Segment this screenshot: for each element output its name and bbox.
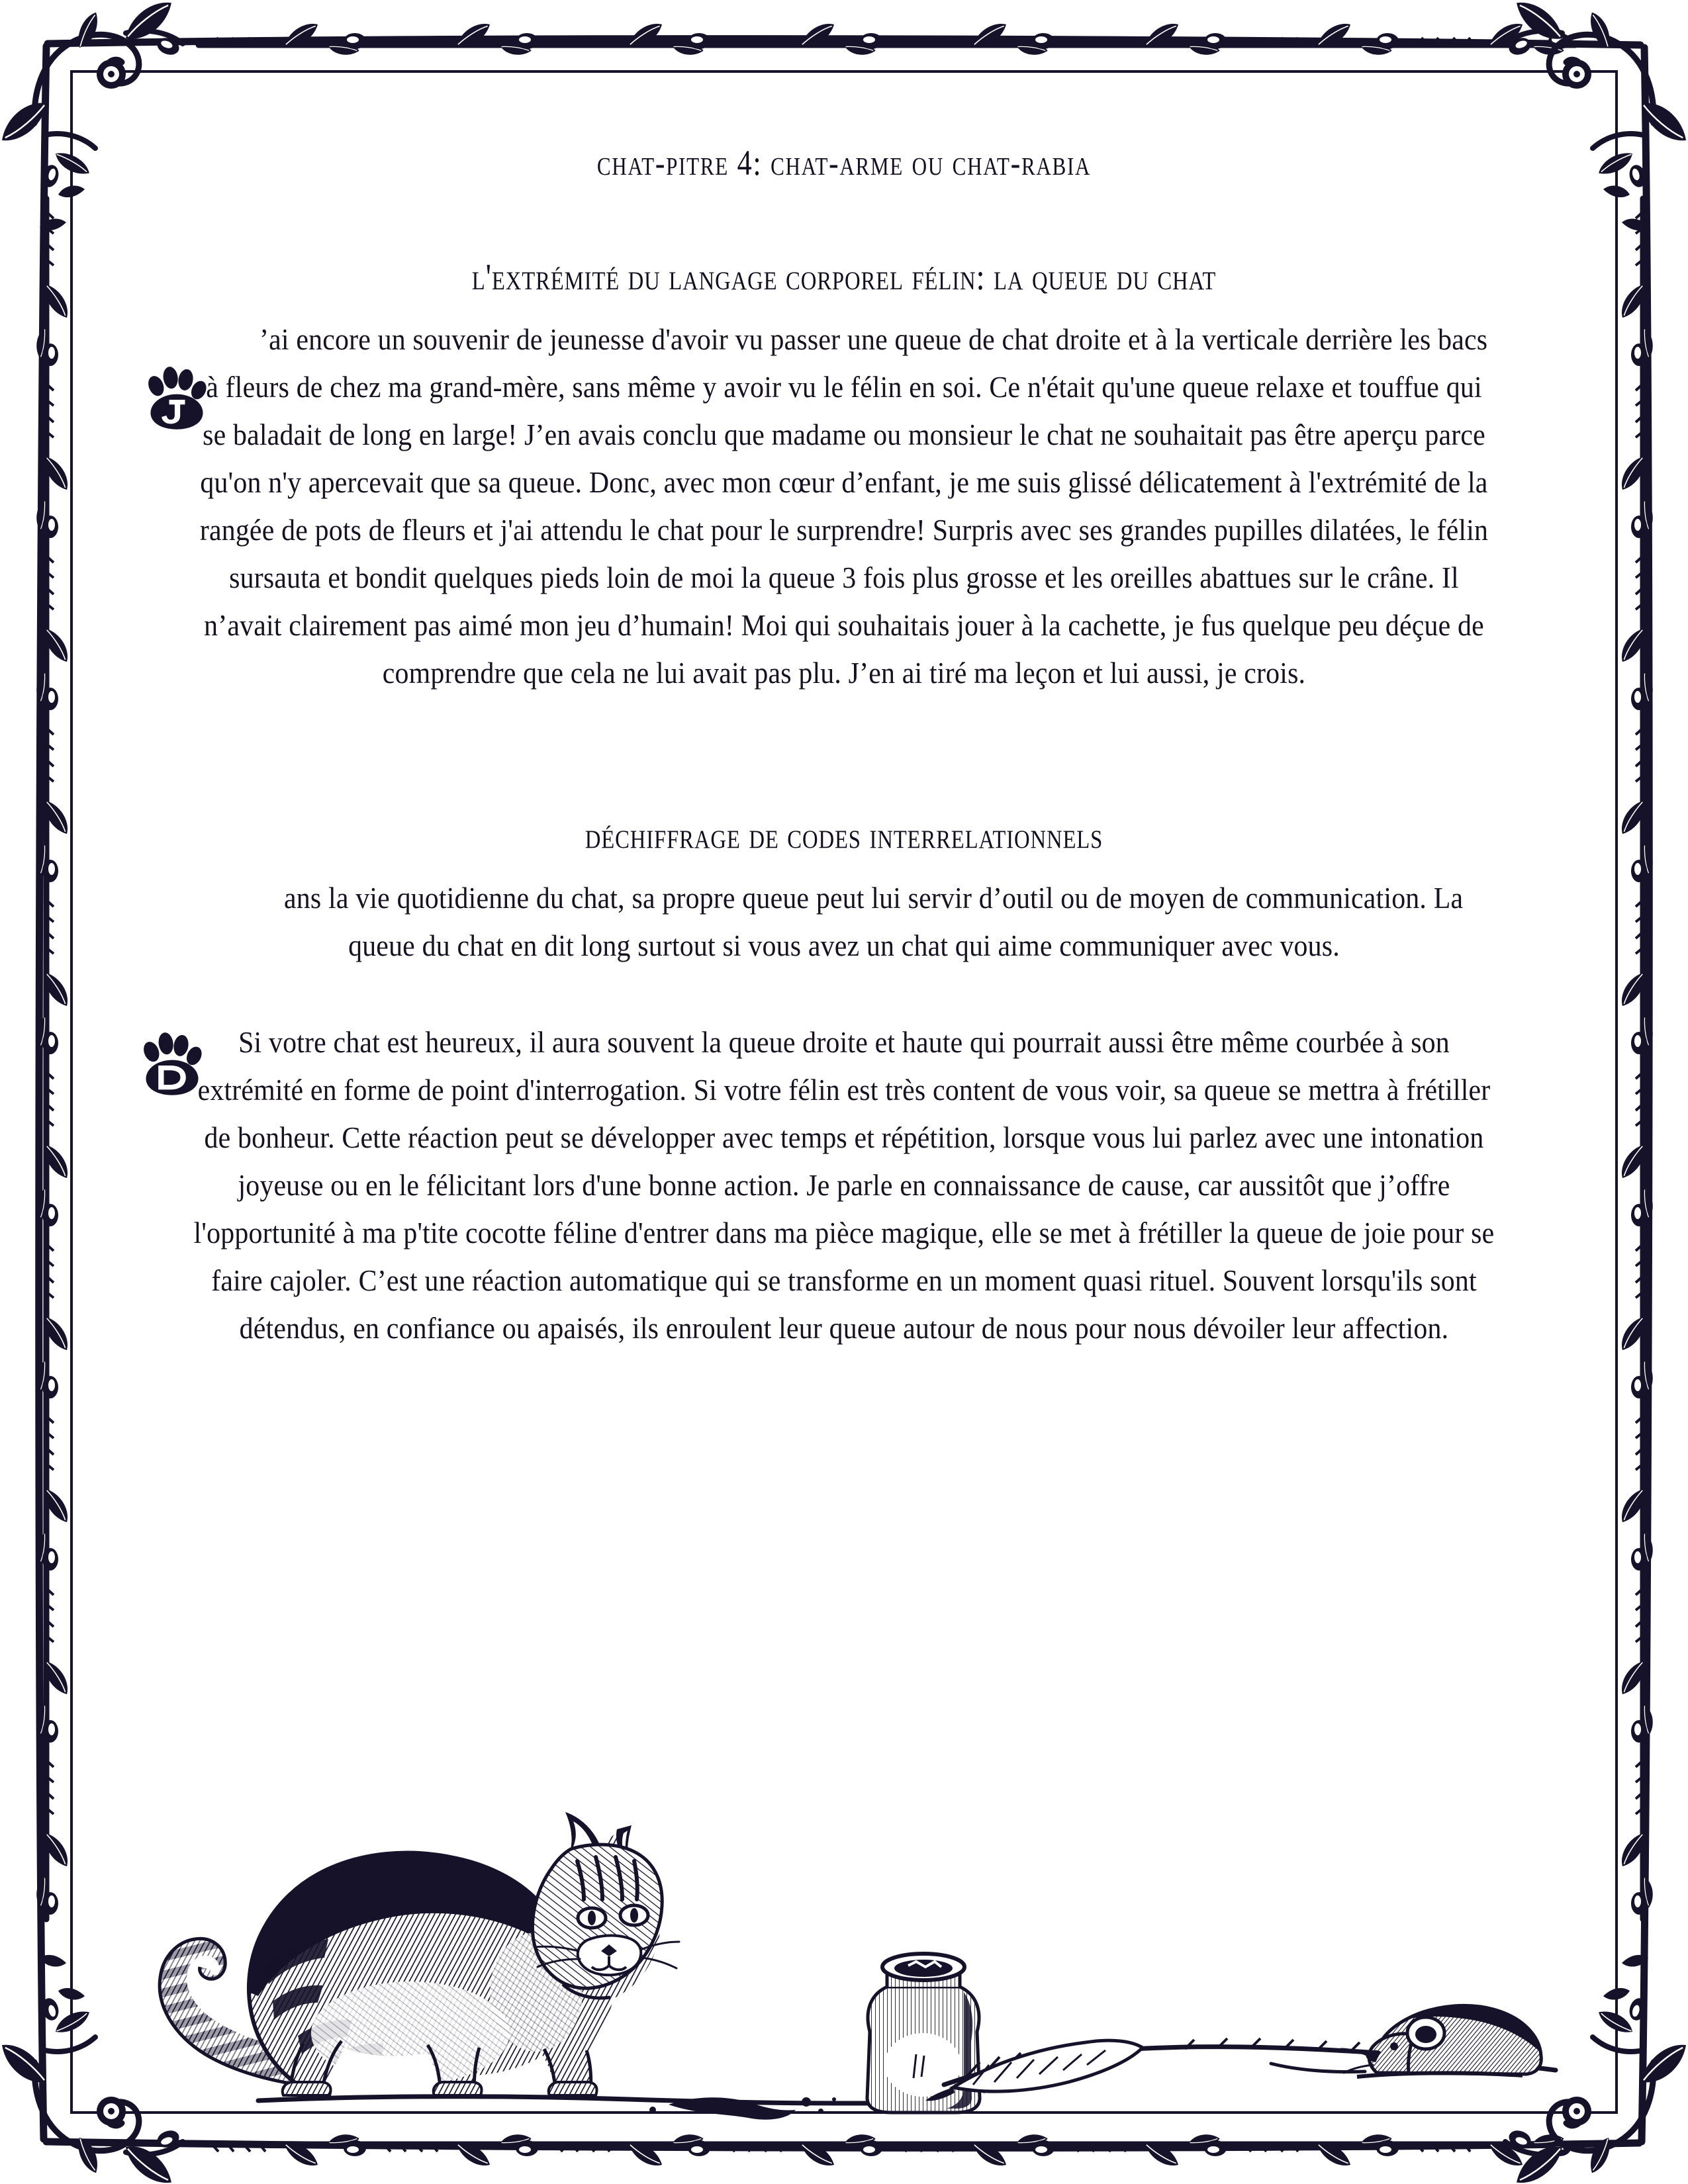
section-heading-2: déchiffrage de codes interrelationnels [585, 815, 1103, 856]
paw-print-dropcap-d [138, 1031, 207, 1100]
section-heading-1: l'extrémité du langage corporel félin: la queue du chat [471, 257, 1217, 298]
ink-splatter-illustration [258, 2097, 960, 2120]
section-2-paragraph-2: Si votre chat est heureux, il aura souvent la queue droite et haute qui pourrait aussi être même courbée à son extrémité en forme de point d'interrogation. Si votre félin est très content de vous voir, sa queue se mettra à frétiller de bonheur. Cette réaction peut se développer avec temps et répétition, lorsque vous lui parlez avec une intonation joyeuse ou en le félicitant lors d'une bonne action. Je parle en connaissance de cause, car aussitôt que j’offre l'opportunité à ma p'tite cocotte féline d'entrer dans ma pièce magique, elle se met à frétiller la queue de joie pour se faire cajoler. C’est une réaction automatique qui se transforme en un moment quasi rituel. Souvent lorsqu'ils sont détendus, en confiance ou apaisés, ils enroulent leur queue autour de nous pour nous dévoiler leur affection. [193, 1026, 1495, 1345]
bottom-illustration-group [99, 1774, 1589, 2164]
page-content [142, 142, 1546, 1352]
chapter-title: chat-pitre 4: chat-arme ou chat-rabia [596, 143, 1092, 183]
mouse-illustration [1271, 2005, 1541, 2077]
tabby-cat-illustration [139, 1800, 695, 2111]
section-2-paragraph-1 [191, 874, 1497, 970]
section-1-paragraph-1 [191, 316, 1497, 697]
paragraph-text: ans la vie quotidienne du chat, sa propre queue peut lui servir d’outil ou de moyen de communication. La queue du chat en dit long surtout si vous avez un chat qui aime communiquer avec vous. [284, 882, 1464, 962]
paw-print-dropcap-j [142, 365, 211, 434]
paragraph-text: ’ai encore un souvenir de jeunesse d'avoir vu passer une queue de chat droite et à la verticale derrière les bacs à fleurs de chez ma grand-mère, sans même y avoir vu le félin en soi. Ce n'était qu'une queue relaxe et touffue qui se baladait de long en large! J’en avais conclu que madame ou monsieur le chat ne souhaitait pas être aperçu parce qu'on n'y apercevait que sa queue. Donc, avec mon cœur d’enfant, je me suis glissé délicatement à l'extrémité de la rangée de pots de fleurs et j'ai attendu le chat pour le surprendre! Surpris avec ses grandes pupilles dilatées, le félin sursauta et bondit quelques pieds loin de moi la queue 3 fois plus grosse et les oreilles abattues sur le crâne. Il n’avait clairement pas aimé mon jeu d’humain! Moi qui souhaitais jouer à la cachette, je fus quelque peu déçue de comprendre que cela ne lui avait pas plu. J’en ai tiré ma leçon et lui aussi, je crois. [199, 323, 1489, 690]
